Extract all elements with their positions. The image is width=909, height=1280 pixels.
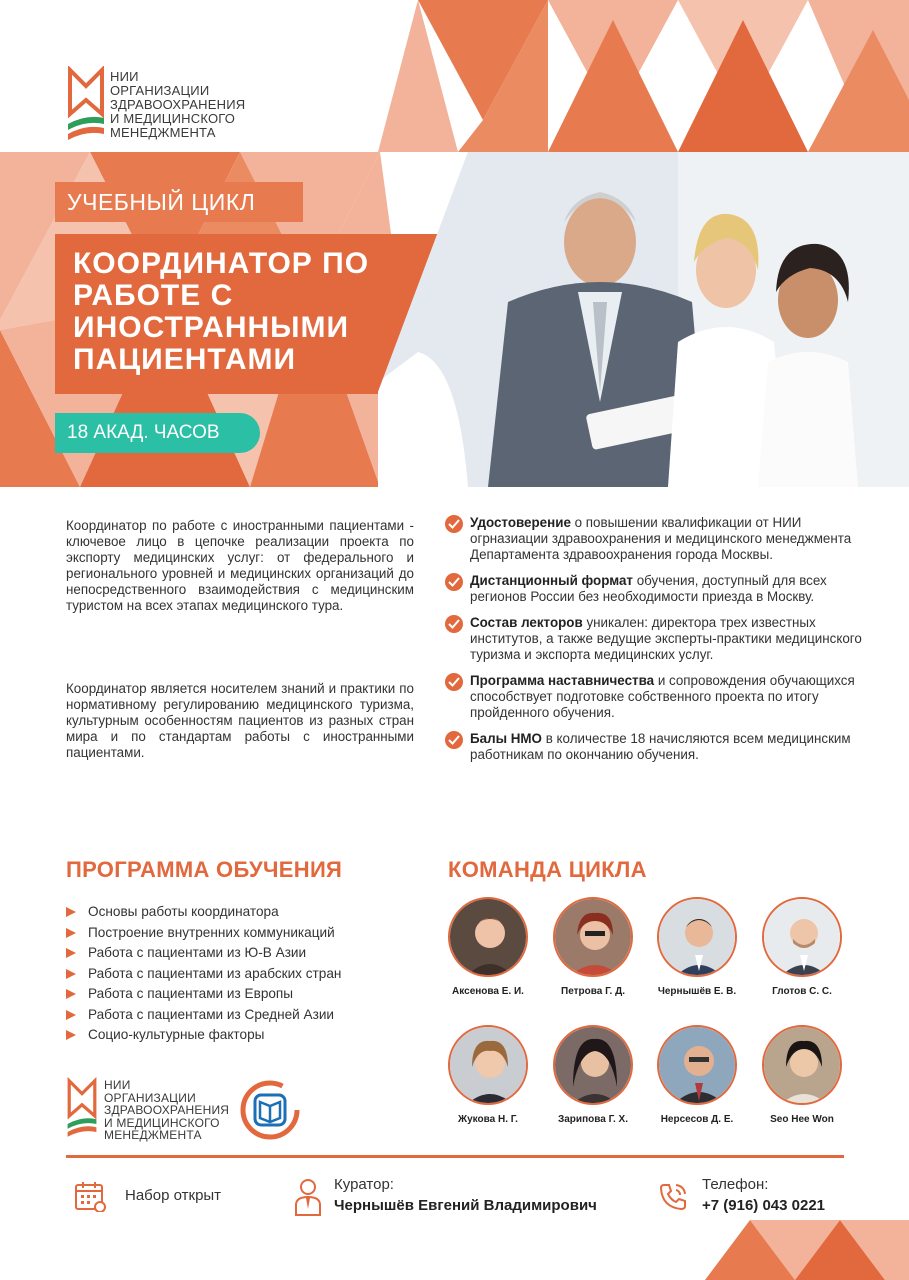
check-icon: [445, 573, 463, 591]
triangle-bullet-icon: [66, 989, 76, 999]
institute-logo-mark-icon: [66, 1077, 98, 1139]
triangle-bullet-icon: [66, 948, 76, 958]
program-item: Основы работы координатора: [66, 902, 396, 923]
triangle-bullet-icon: [66, 1030, 76, 1040]
hours-badge: 18 АКАД. ЧАСОВ: [55, 413, 260, 453]
curator-name: Чернышёв Евгений Владимирович: [334, 1197, 597, 1214]
program-item: Работа с пациентами из Ю-В Азии: [66, 943, 396, 964]
footer-divider: [66, 1155, 844, 1158]
avatar: [553, 897, 633, 977]
curator-label: Куратор:: [334, 1176, 394, 1193]
institute-logo: [66, 66, 106, 147]
team-member: Seo Hee Won: [752, 1025, 852, 1125]
team-member: Аксенова Е. И.: [438, 897, 538, 997]
check-icon: [445, 515, 463, 533]
team-member: Глотов С. С.: [752, 897, 852, 997]
phone-number[interactable]: +7 (916) 043 0221: [702, 1197, 826, 1214]
triangle-bullet-icon: [66, 928, 76, 938]
avatar: [448, 897, 528, 977]
team-member: Нерсесов Д. Е.: [647, 1025, 747, 1125]
phone-label: Телефон:: [702, 1176, 769, 1193]
cycle-tag: УЧЕБНЫЙ ЦИКЛ: [55, 182, 303, 222]
team-member: Зарипова Г. Х.: [543, 1025, 643, 1125]
institute-logo-text: НИИ ОРГАНИЗАЦИИ ЗДРАВООХРАНЕНИЯ И МЕДИЦИНСКОГО МЕНЕДЖМЕНТА: [110, 69, 246, 140]
benefit-item: Состав лекторов уникален: директора трех известных институтов, а также ведущие эксперты-практики медицинского туризма и экспорта медицинских услуг.: [445, 615, 865, 663]
team-member: Петрова Г. Д.: [543, 897, 643, 997]
team-heading: КОМАНДА ЦИКЛА: [448, 857, 647, 882]
check-icon: [445, 615, 463, 633]
open-book-emblem-icon: [238, 1078, 302, 1142]
person-icon: [294, 1177, 322, 1222]
institute-logo-mark-icon: [66, 66, 106, 142]
benefit-item: Балы НМО в количестве 18 начисляются всем медицинским работникам по окончанию обучения.: [445, 731, 865, 763]
benefits-list: [445, 515, 865, 773]
doctors-photo: [378, 152, 909, 487]
avatar: [762, 897, 842, 977]
education-emblem: [238, 1078, 302, 1147]
program-heading: ПРОГРАММА ОБУЧЕНИЯ: [66, 857, 343, 882]
triangle-bullet-icon: [66, 969, 76, 979]
team-member: Чернышёв Е. В.: [647, 897, 747, 997]
intro-paragraph-2: Координатор является носителем знаний и практики по нормативному регулированию медицинского туризма, культурным особенностям пациентов из разных стран мира и по стандартам работы с иностранными пациентами.: [66, 681, 414, 760]
program-item: Социо-культурные факторы: [66, 1025, 396, 1046]
check-icon: [445, 731, 463, 749]
triangle-bullet-icon: [66, 1010, 76, 1020]
avatar: [448, 1025, 528, 1105]
intro-paragraph-1: Координатор по работе с иностранными пациентами - ключевое лицо в цепочке реализации проекта по экспорту медицинских услуг: от федерального и регионального уровней и медицинских организаций до непосредственного взаимодействия с медицинским туристом на всех этапах медицинского тура.: [66, 518, 414, 613]
course-title: КООРДИНАТОР ПО РАБОТЕ С ИНОСТРАННЫМИ ПАЦИЕНТАМИ: [55, 234, 445, 394]
program-item: Работа с пациентами из Европы: [66, 984, 396, 1005]
institute-logo-small: [66, 1077, 98, 1144]
benefit-item: Удостоверение о повышении квалификации от НИИ огрназиации здравоохранения и медицинского менеджмента Департамента здравоохранения города Москвы.: [445, 515, 865, 563]
avatar: [657, 1025, 737, 1105]
avatar: [553, 1025, 633, 1105]
triangle-bullet-icon: [66, 907, 76, 917]
team-member: Жукова Н. Г.: [438, 1025, 538, 1125]
enrollment-status: Набор открыт: [125, 1187, 222, 1204]
avatar: [762, 1025, 842, 1105]
institute-logo-small-text: НИИ ОРГАНИЗАЦИИ ЗДРАВООХРАНЕНИЯ И МЕДИЦИНСКОГО МЕНЕДЖМЕНТА: [104, 1078, 230, 1142]
phone-icon: [658, 1182, 688, 1217]
benefit-item: Программа наставничества и сопровождения обучающихся способствует подготовке собственного проекта по итогу пройденного обучения.: [445, 673, 865, 721]
calendar-icon: [74, 1180, 106, 1217]
program-item: Работа с пациентами из Средней Азии: [66, 1005, 396, 1026]
check-icon: [445, 673, 463, 691]
benefit-item: Дистанционный формат обучения, доступный для всех регионов России без необходимости приезда в Москву.: [445, 573, 865, 605]
program-list: [66, 902, 396, 1046]
program-item: Работа с пациентами из арабских стран: [66, 964, 396, 985]
avatar: [657, 897, 737, 977]
program-item: Построение внутренних коммуникаций: [66, 923, 396, 944]
